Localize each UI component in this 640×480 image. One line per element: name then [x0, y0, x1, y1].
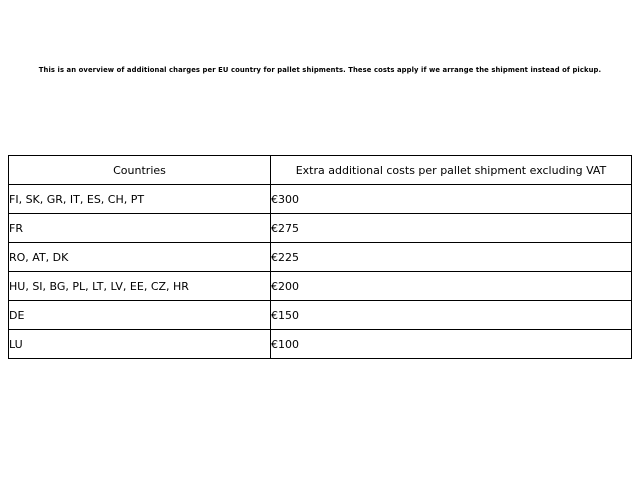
table-row: [9, 185, 632, 214]
table-row: [9, 272, 632, 301]
table-row: [9, 214, 632, 243]
countries-cell: LU: [9, 330, 271, 359]
countries-cell: RO, AT, DK: [9, 243, 271, 272]
countries-column-header: Countries: [9, 156, 271, 185]
countries-cell: FR: [9, 214, 271, 243]
cost-cell: €225: [271, 243, 632, 272]
countries-cell: DE: [9, 301, 271, 330]
overview-caption: This is an overview of additional charges per EU country for pallet shipments. These costs apply if we arrange the shipment instead of pickup.: [38, 66, 602, 74]
countries-cell: HU, SI, BG, PL, LT, LV, EE, CZ, HR: [9, 272, 271, 301]
table-row: [9, 330, 632, 359]
table-row: [9, 301, 632, 330]
cost-cell: €300: [271, 185, 632, 214]
cost-cell: €150: [271, 301, 632, 330]
table-header-row: [9, 156, 632, 185]
countries-cell: FI, SK, GR, IT, ES, CH, PT: [9, 185, 271, 214]
cost-cell: €200: [271, 272, 632, 301]
costs-column-header: Extra additional costs per pallet shipment excluding VAT: [271, 156, 632, 185]
charges-table: [8, 155, 632, 359]
cost-cell: €100: [271, 330, 632, 359]
table-row: [9, 243, 632, 272]
cost-cell: €275: [271, 214, 632, 243]
